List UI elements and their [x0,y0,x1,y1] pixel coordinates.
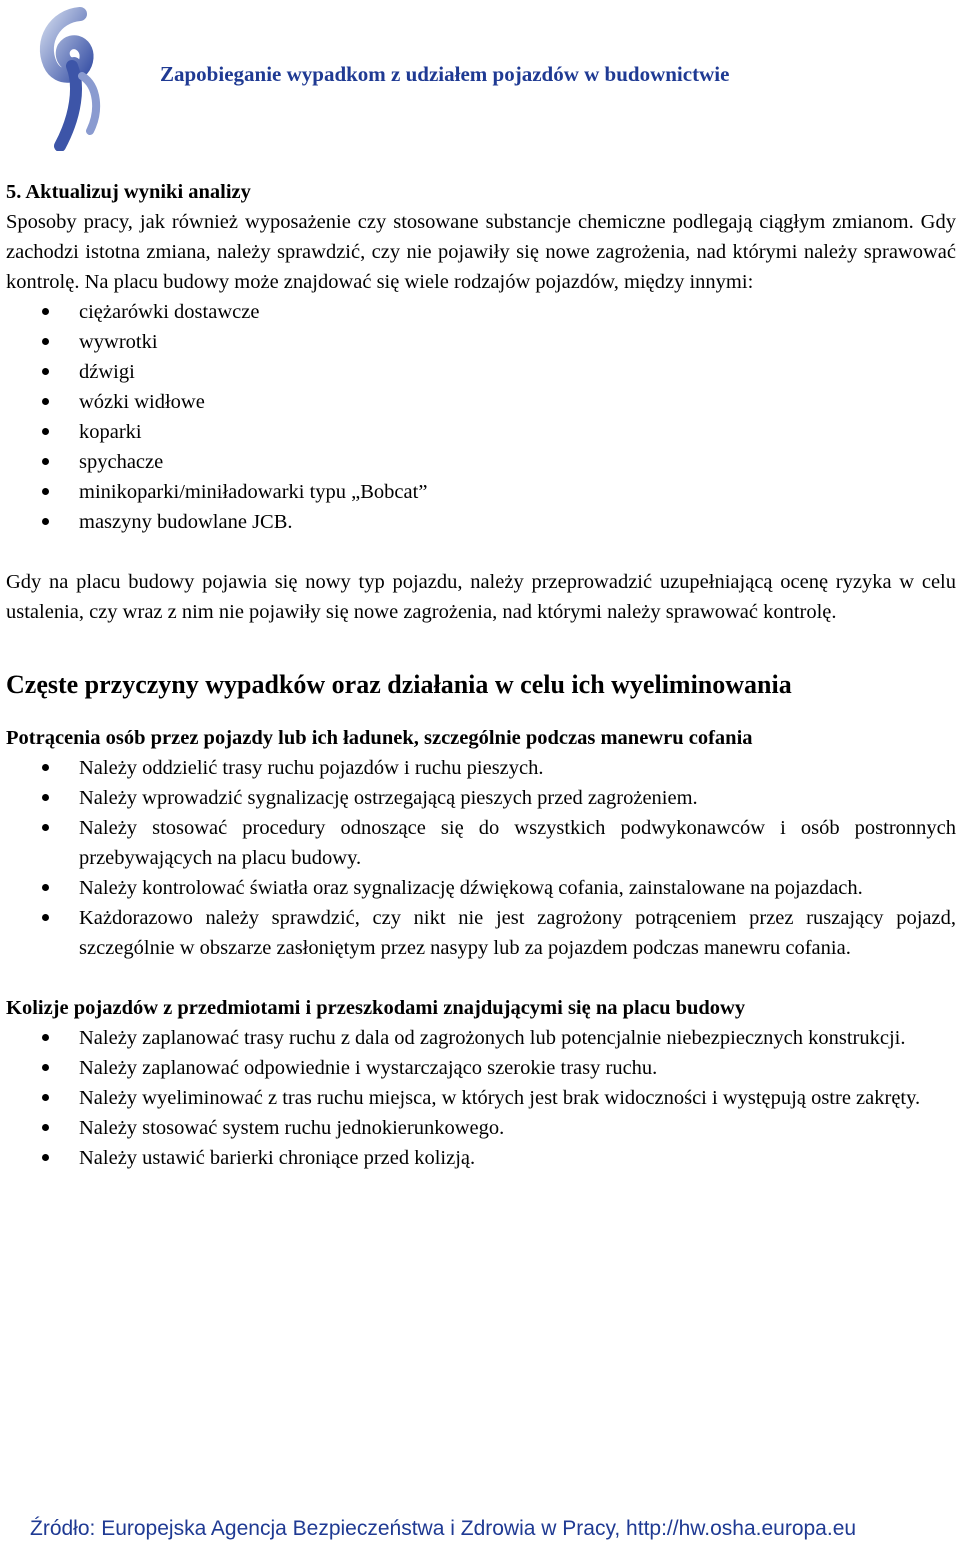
list-item: Należy zaplanować trasy ruchu z dala od zagrożonych lub potencjalnie niebezpiecznych konstrukcji. [6,1023,956,1053]
header-title: Zapobieganie wypadkom z udziałem pojazdów w budownictwie [160,62,730,86]
list-item: spychacze [6,447,956,477]
list-item: wywrotki [6,327,956,357]
section-5-paragraph: Sposoby pracy, jak również wyposażenie czy stosowane substancje chemiczne podlegają ciągłym zmianom. Gdy zachodzi istotna zmiana, należy sprawdzić, czy nie pojawiły się nowe zagrożenia, nad którymi należy sprawować kontrolę. Na placu budowy może znajdować się wiele rodzajów pojazdów, między innymi: [6,211,956,293]
vehicle-list [6,297,956,537]
causes-title: Częste przyczyny wypadków oraz działania w celu ich wyeliminowania [6,670,792,699]
group-2-list [6,1023,956,1173]
section-5-paragraph-2: Gdy na placu budowy pojawia się nowy typ pojazdu, należy przeprowadzić uzupełniającą ocenę ryzyka w celu ustalenia, czy wraz z nim nie pojawiły się nowe zagrożenia, nad którymi należy sprawować kontrolę. [6,571,956,623]
document-body [6,177,956,1173]
source-footer: Źródło: Europejska Agencja Bezpieczeństwa i Zdrowia w Pracy, http://hw.osha.europa.eu [30,1517,857,1540]
list-item: Należy wyeliminować z tras ruchu miejsca, w których jest brak widoczności i występują ostre zakręty. [6,1083,956,1113]
list-item: Należy stosować system ruchu jednokierunkowego. [6,1113,956,1143]
list-item: ciężarówki dostawcze [6,297,956,327]
list-item: Należy ustawić barierki chroniące przed kolizją. [6,1143,956,1173]
list-item: Każdorazowo należy sprawdzić, czy nikt nie jest zagrożony potrąceniem przez ruszający pojazd, szczególnie w obszarze zasłoniętym przez nasypy lub za pojazdem podczas manewru cofania. [6,903,956,963]
list-item: koparki [6,417,956,447]
list-item: dźwigi [6,357,956,387]
group-2-heading: Kolizje pojazdów z przedmiotami i przeszkodami znajdującymi się na placu budowy [6,997,746,1019]
list-item: maszyny budowlane JCB. [6,507,956,537]
list-item: Należy stosować procedury odnoszące się do wszystkich podwykonawców i osób postronnych przebywających na placu budowy. [6,813,956,873]
list-item: Należy wprowadzić sygnalizację ostrzegającą pieszych przed zagrożeniem. [6,783,956,813]
osha-logo [20,6,140,151]
list-item: minikoparki/miniładowarki typu „Bobcat” [6,477,956,507]
list-item: wózki widłowe [6,387,956,417]
list-item: Należy kontrolować światła oraz sygnalizację dźwiękową cofania, zainstalowane na pojazdach. [6,873,956,903]
section-5-heading: 5. Aktualizuj wyniki analizy [6,181,251,203]
group-1-list [6,753,956,963]
list-item: Należy zaplanować odpowiednie i wystarczająco szerokie trasy ruchu. [6,1053,956,1083]
list-item: Należy oddzielić trasy ruchu pojazdów i ruchu pieszych. [6,753,956,783]
group-1-heading: Potrącenia osób przez pojazdy lub ich ładunek, szczególnie podczas manewru cofania [6,727,753,749]
